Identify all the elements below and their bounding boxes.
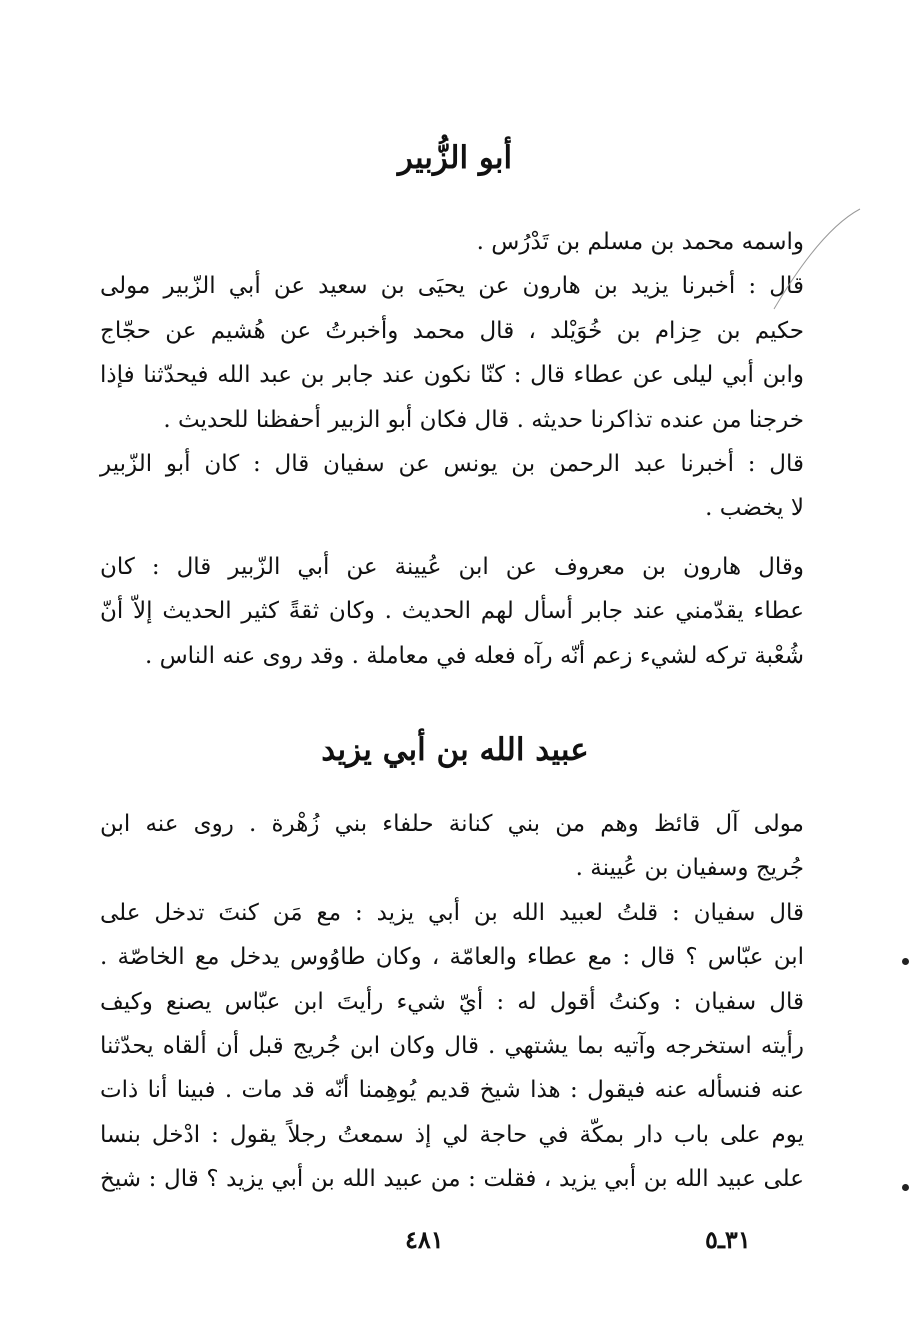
text-line: وابن أبي ليلى عن عطاء قال : كنّا نكون عند جابر بن عبد الله فيحدّثنا فإذا [100,362,804,389]
text-line: قال سفيان : قلتُ لعبيد الله بن أبي يزيد : مع مَن كنتَ تدخل على [100,899,804,926]
text-line: جُريج وسفيان بن عُيينة . [575,855,804,882]
paragraph [100,264,804,442]
text-line: ابن عبّاس ؟ قال : مع عطاء والعامّة ، وكان طاوُوس يدخل مع الخاصّة . [100,944,804,971]
margin-dot [902,1184,909,1191]
text-line: قال : أخبرنا عبد الرحمن بن يونس عن سفيان قال : كان أبو الزّبير [100,450,804,477]
text-line: قال : أخبرنا يزيد بن هارون عن يحيَى بن سعيد عن أبي الزّبير مولى [100,273,804,300]
paragraph [100,545,804,678]
section-title-abu-zubayr: أبو الزُّبير [397,140,513,176]
paragraph [100,220,804,264]
text-line: عنه فنسأله عنه فيقول : هذا شيخ قديم يُوهِمنا أنّه قد مات . فبينا أنا ذات [100,1077,804,1104]
text-line: يوم على باب دار بمكّة في حاجة لي إذ سمعتُ رجلاً يقول : ادْخل بنسا [100,1121,804,1148]
text-line: خرجنا من عنده تذاكرنا حديثه . قال فكان أبو الزبير أحفظنا للحديث . [163,406,804,433]
section-body-ubaydullah [100,802,804,1202]
text-line: لا يخضب . [705,495,804,522]
page-number: ٤٨١ [405,1225,444,1254]
text-line: شُعْبة تركه لشيء زعم أنّه رآه فعله في معاملة . وقد روى عنه الناس . [144,642,804,669]
section-body-abu-zubayr [100,220,804,678]
text-line: عطاء يقدّمني عند جابر أسأل لهم الحديث . وكان ثقةً كثير الحديث إلاّ أنّ [100,598,804,625]
text-line: واسمه محمد بن مسلم بن تَدْرُس . [476,229,804,255]
margin-dot [902,958,909,965]
paragraph [100,442,804,531]
scan-artifact-line [770,205,865,315]
text-line: قال سفيان : وكنتُ أقول له : أيّ شيء رأيتَ ابن عبّاس يصنع وكيف [100,988,804,1015]
text-line: وقال هارون بن معروف عن ابن عُيينة عن أبي الزّبير قال : كان [100,553,804,580]
text-line: على عبيد الله بن أبي يزيد ، فقلت : من عبيد الله بن أبي يزيد ؟ قال : شيخ [100,1166,804,1193]
section-title-ubaydullah: عبيد الله بن أبي يزيد [321,732,589,768]
text-line: رأيته استخرجه وآتيه بما يشتهي . قال وكان ابن جُريج قبل أن ألقاه يحدّثنا [100,1032,804,1059]
text-line: حكيم بن حِزام بن خُوَيْلد ، قال محمد وأخبرتُ عن هُشيم عن حجّاج [100,317,804,344]
printer-signature-mark: ٣١ـ٥ [705,1225,751,1254]
paragraph [100,891,804,1202]
paragraph [100,802,804,891]
text-line: مولى آل قائظ وهم من بني كنانة حلفاء بني زُهْرة . روى عنه ابن [100,811,804,837]
